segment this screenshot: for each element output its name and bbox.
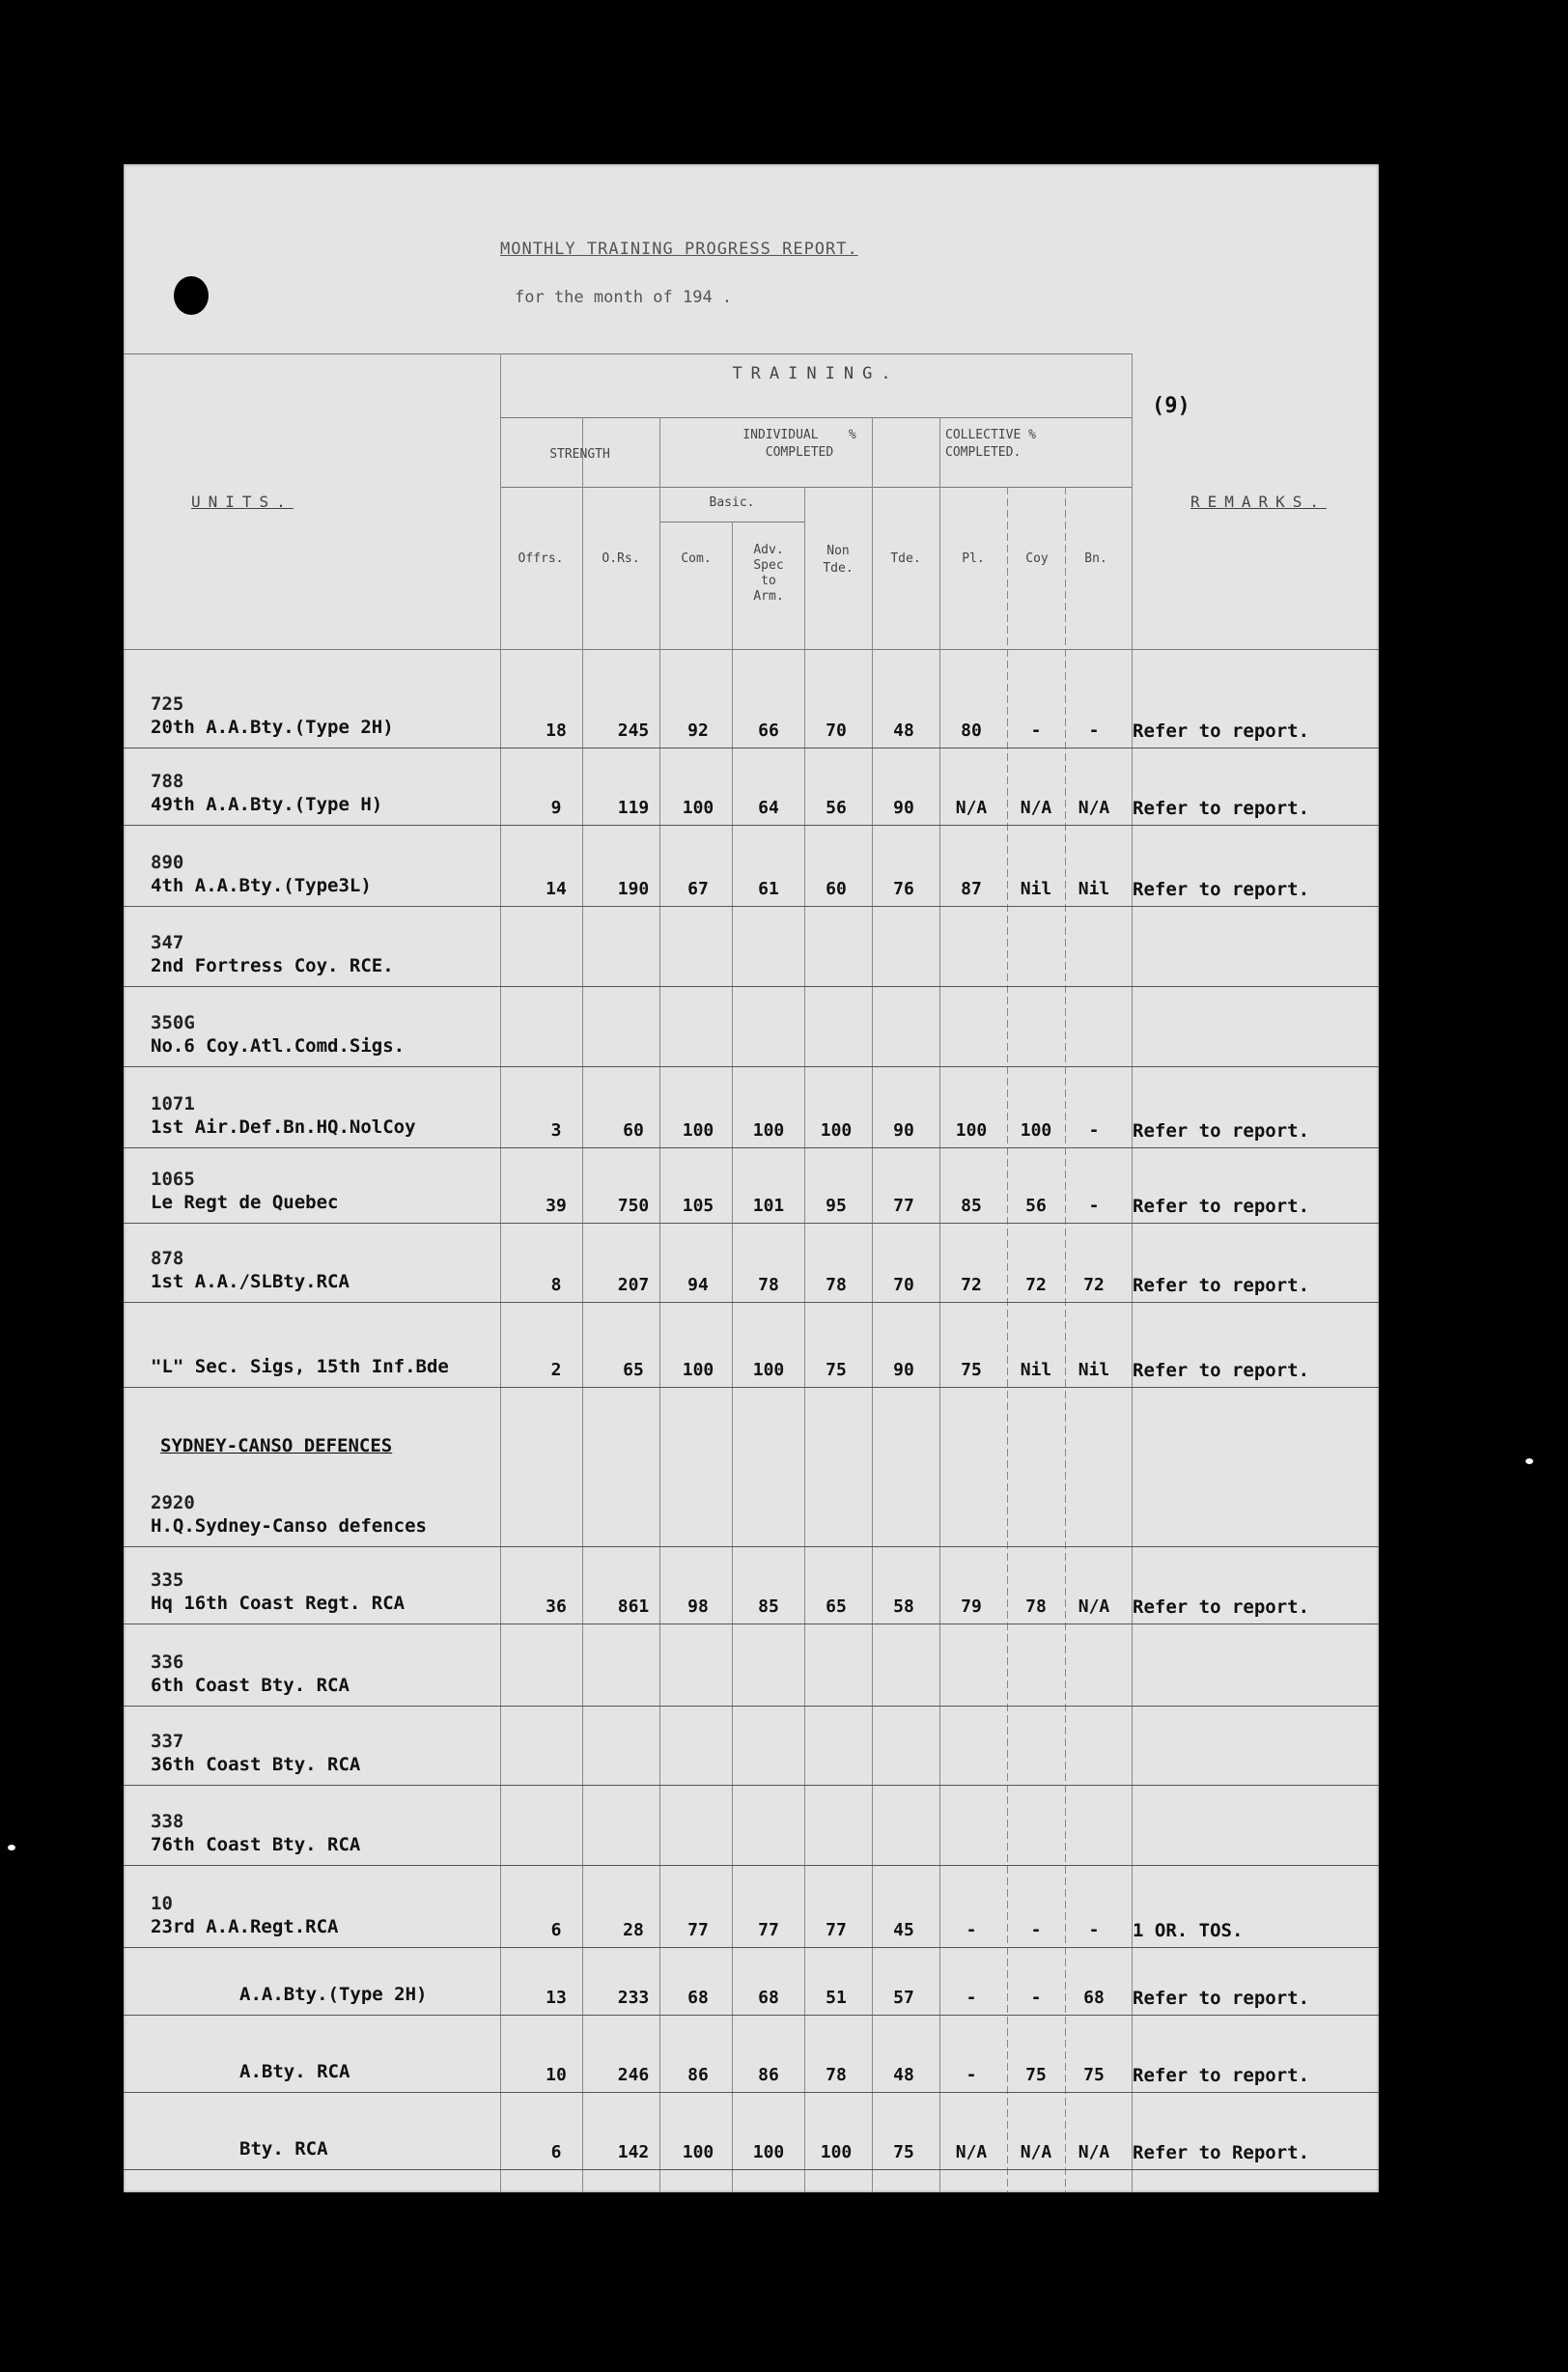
value-cell: 77: [687, 1920, 709, 1940]
row-rule: [124, 1865, 1379, 1866]
row-rule: [124, 2092, 1379, 2093]
value-cell: 119: [617, 798, 650, 818]
value-cell: 142: [617, 2142, 650, 2162]
value-cell: N/A: [1020, 2142, 1052, 2162]
value-cell: N/A: [1078, 798, 1110, 818]
table-row: [124, 1731, 1379, 1808]
value-cell: 6: [550, 1920, 562, 1940]
remarks-header: REMARKS.: [1190, 493, 1328, 511]
value-cell: 190: [617, 879, 650, 899]
unit-name: 6th Coast Bty. RCA: [151, 1675, 350, 1696]
subheader-rule: [500, 487, 1132, 488]
value-cell: N/A: [955, 798, 988, 818]
value-cell: 100: [682, 1360, 714, 1380]
value-cell: 58: [893, 1596, 914, 1617]
punch-hole: [174, 276, 209, 315]
value-cell: 100: [820, 2142, 853, 2162]
value-cell: 13: [546, 1988, 567, 2008]
value-cell: 9: [550, 798, 562, 818]
value-cell: 65: [826, 1596, 847, 1617]
unit-name: 76th Coast Bty. RCA: [151, 1834, 361, 1855]
value-cell: 90: [893, 1360, 914, 1380]
col-header-ors: O.Rs.: [602, 551, 640, 566]
value-cell: 60: [826, 879, 847, 899]
col-header-tde: Tde.: [890, 551, 921, 566]
value-cell: -: [1030, 1920, 1042, 1940]
value-cell: 60: [623, 1120, 644, 1141]
value-cell: 78: [758, 1275, 779, 1295]
unit-name: "L" Sec. Sigs, 15th Inf.Bde: [151, 1356, 449, 1377]
row-rule: [124, 1223, 1379, 1224]
value-cell: -: [1088, 720, 1100, 741]
document-page: [124, 164, 1379, 2192]
unit-name: H.Q.Sydney-Canso defences: [151, 1515, 427, 1537]
remark-cell: Refer to report.: [1133, 798, 1310, 819]
value-cell: 68: [758, 1988, 779, 2008]
value-cell: 10: [546, 2065, 567, 2085]
value-cell: N/A: [955, 2142, 988, 2162]
value-cell: 70: [826, 720, 847, 741]
row-rule: [124, 906, 1379, 907]
table-row: [124, 1492, 1379, 1569]
value-cell: -: [966, 1988, 977, 2008]
table-row: [124, 1012, 1379, 1089]
col-header-bn: Bn.: [1084, 551, 1107, 566]
unit-code: 2920: [151, 1492, 195, 1513]
value-cell: 101: [752, 1196, 785, 1216]
remark-cell: Refer to report.: [1133, 1196, 1310, 1217]
col-header-non-tde: Non Tde.: [823, 544, 854, 576]
unit-name: 20th A.A.Bty.(Type 2H): [151, 717, 394, 738]
value-cell: 90: [893, 798, 914, 818]
value-cell: 77: [826, 1920, 847, 1940]
unit-name: 36th Coast Bty. RCA: [151, 1754, 361, 1775]
value-cell: 6: [550, 2142, 562, 2162]
value-cell: 85: [758, 1596, 779, 1617]
value-cell: 750: [617, 1196, 650, 1216]
unit-code: 788: [151, 771, 184, 792]
value-cell: 3: [550, 1120, 562, 1141]
unit-code: 1071: [151, 1093, 195, 1115]
value-cell: -: [966, 2065, 977, 2085]
table-row: [124, 1811, 1379, 1888]
value-cell: 36: [546, 1596, 567, 1617]
value-cell: Nil: [1020, 1360, 1052, 1380]
value-cell: 100: [820, 1120, 853, 1141]
value-cell: 56: [1025, 1196, 1047, 1216]
unit-name: Hq 16th Coast Regt. RCA: [151, 1593, 406, 1614]
value-cell: 78: [826, 1275, 847, 1295]
row-rule: [124, 1947, 1379, 1948]
value-cell: 14: [546, 879, 567, 899]
value-cell: 100: [752, 2142, 785, 2162]
table-row: [124, 1652, 1379, 1729]
value-cell: 207: [617, 1275, 650, 1295]
value-cell: Nil: [1020, 879, 1052, 899]
col-header-coy: Coy: [1025, 551, 1049, 566]
unit-code: 337: [151, 1731, 184, 1752]
row-rule: [124, 1387, 1379, 1388]
unit-code: 338: [151, 1811, 184, 1832]
unit-code: 347: [151, 932, 184, 953]
value-cell: 75: [961, 1360, 982, 1380]
unit-code: 336: [151, 1652, 184, 1673]
value-cell: 75: [1083, 2065, 1105, 2085]
value-cell: 68: [1083, 1988, 1105, 2008]
training-rule: [500, 417, 1132, 418]
value-cell: -: [966, 1920, 977, 1940]
remark-cell: Refer to report.: [1133, 2065, 1310, 2086]
remark-cell: Refer to report.: [1133, 1360, 1310, 1381]
value-cell: 8: [550, 1275, 562, 1295]
table-row: [124, 1961, 1379, 2038]
remark-cell: Refer to Report.: [1133, 2142, 1310, 2163]
col-header-offrs: Offrs.: [518, 551, 564, 566]
speck: [8, 1845, 15, 1850]
remark-cell: Refer to report.: [1133, 1988, 1310, 2009]
remark-cell: Refer to report.: [1133, 1120, 1310, 1142]
value-cell: -: [1088, 1920, 1100, 1940]
row-rule: [124, 1302, 1379, 1303]
unit-name: 1st Air.Def.Bn.HQ.NolCoy: [151, 1116, 416, 1138]
value-cell: 48: [893, 720, 914, 741]
value-cell: 90: [893, 1120, 914, 1141]
table-row: [124, 1093, 1379, 1171]
value-cell: 79: [961, 1596, 982, 1617]
value-cell: N/A: [1020, 798, 1052, 818]
value-cell: 39: [546, 1196, 567, 1216]
unit-name: Le Regt de Quebec: [151, 1192, 339, 1213]
value-cell: 65: [623, 1360, 644, 1380]
unit-name: 2nd Fortress Coy. RCE.: [151, 955, 394, 976]
header-top-rule: [124, 353, 1132, 354]
unit-name: Bty. RCA: [239, 2138, 328, 2160]
row-rule: [124, 1066, 1379, 1067]
value-cell: 76: [893, 879, 914, 899]
unit-code: 335: [151, 1569, 184, 1591]
individual-header: INDIVIDUAL % COMPLETED: [742, 428, 856, 460]
value-cell: 78: [826, 2065, 847, 2085]
remark-cell: Refer to report.: [1133, 1596, 1310, 1618]
value-cell: -: [1088, 1120, 1100, 1141]
value-cell: 75: [893, 2142, 914, 2162]
table-row: [124, 1893, 1379, 1970]
row-rule: [124, 1147, 1379, 1148]
value-cell: -: [1088, 1196, 1100, 1216]
table-row: [124, 1248, 1379, 1325]
value-cell: 77: [893, 1196, 914, 1216]
value-cell: 78: [1025, 1596, 1047, 1617]
value-cell: Nil: [1078, 1360, 1110, 1380]
header-bottom-rule: [124, 649, 1379, 650]
value-cell: 56: [826, 798, 847, 818]
value-cell: 105: [682, 1196, 714, 1216]
unit-name: A.Bty. RCA: [239, 2061, 350, 2082]
value-cell: 72: [1083, 1275, 1105, 1295]
table-row: [124, 771, 1379, 848]
value-cell: 72: [1025, 1275, 1047, 1295]
table-row: [124, 2038, 1379, 2115]
unit-code: 878: [151, 1248, 184, 1269]
value-cell: 87: [961, 879, 982, 899]
table-row: [124, 932, 1379, 1009]
value-cell: 98: [687, 1596, 709, 1617]
col-header-adv: Adv. Spec to Arm.: [753, 543, 784, 604]
value-cell: 18: [546, 720, 567, 741]
units-header: UNITS.: [191, 493, 294, 511]
remark-cell: Refer to report.: [1133, 720, 1310, 742]
value-cell: 86: [758, 2065, 779, 2085]
value-cell: 61: [758, 879, 779, 899]
value-cell: 2: [550, 1360, 562, 1380]
value-cell: Nil: [1078, 879, 1110, 899]
section-label: SYDNEY-CANSO DEFENCES: [160, 1435, 393, 1456]
value-cell: 51: [826, 1988, 847, 2008]
unit-code: 725: [151, 693, 184, 715]
value-cell: 245: [617, 720, 650, 741]
unit-name: 23rd A.A.Regt.RCA: [151, 1916, 339, 1937]
row-rule: [124, 2169, 1379, 2170]
remark-cell: Refer to report.: [1133, 879, 1310, 900]
table-row: [124, 1569, 1379, 1647]
collective-header: COLLECTIVE % COMPLETED.: [945, 428, 1036, 460]
value-cell: 100: [1020, 1120, 1052, 1141]
row-rule: [124, 825, 1379, 826]
value-cell: 92: [687, 720, 709, 741]
value-cell: 85: [961, 1196, 982, 1216]
value-cell: 100: [752, 1360, 785, 1380]
value-cell: 100: [955, 1120, 988, 1141]
table-row: [124, 1169, 1379, 1246]
value-cell: 233: [617, 1988, 650, 2008]
unit-code: 890: [151, 852, 184, 873]
value-cell: 95: [826, 1196, 847, 1216]
unit-name: 49th A.A.Bty.(Type H): [151, 794, 383, 815]
value-cell: 94: [687, 1275, 709, 1295]
row-rule: [124, 1546, 1379, 1547]
value-cell: -: [1030, 720, 1042, 741]
row-rule: [124, 1706, 1379, 1707]
remark-cell: Refer to report.: [1133, 1275, 1310, 1296]
value-cell: 45: [893, 1920, 914, 1940]
value-cell: 77: [758, 1920, 779, 1940]
value-cell: 57: [893, 1988, 914, 2008]
table-row: [124, 852, 1379, 929]
value-cell: 28: [623, 1920, 644, 1940]
value-cell: 70: [893, 1275, 914, 1295]
value-cell: 67: [687, 879, 709, 899]
value-cell: 75: [1025, 2065, 1047, 2085]
row-rule: [124, 2015, 1379, 2016]
unit-name: A.A.Bty.(Type 2H): [239, 1984, 428, 2005]
table-row: [124, 2115, 1379, 2192]
unit-name: 4th A.A.Bty.(Type3L): [151, 875, 372, 896]
page-number: (9): [1152, 394, 1190, 418]
value-cell: 75: [826, 1360, 847, 1380]
row-rule: [124, 1785, 1379, 1786]
row-rule: [124, 986, 1379, 987]
value-cell: 861: [617, 1596, 650, 1617]
training-header: TRAINING.: [732, 364, 900, 383]
unit-name: No.6 Coy.Atl.Comd.Sigs.: [151, 1035, 406, 1057]
value-cell: 100: [682, 798, 714, 818]
document-title: MONTHLY TRAINING PROGRESS REPORT.: [500, 240, 858, 259]
document-subtitle: for the month of 194 .: [515, 288, 733, 307]
table-row: [124, 693, 1379, 771]
col-header-com: Com.: [681, 551, 712, 566]
col-header-pl: Pl.: [962, 551, 985, 566]
value-cell: 68: [687, 1988, 709, 2008]
value-cell: 246: [617, 2065, 650, 2085]
unit-code: 10: [151, 1893, 173, 1914]
value-cell: 80: [961, 720, 982, 741]
value-cell: 100: [752, 1120, 785, 1141]
speck: [1526, 1458, 1533, 1464]
basic-header: Basic.: [709, 495, 755, 510]
value-cell: N/A: [1078, 2142, 1110, 2162]
unit-code: 1065: [151, 1169, 195, 1190]
unit-name: 1st A.A./SLBty.RCA: [151, 1271, 350, 1292]
value-cell: 72: [961, 1275, 982, 1295]
value-cell: 86: [687, 2065, 709, 2085]
value-cell: 100: [682, 2142, 714, 2162]
unit-code: 350G: [151, 1012, 195, 1033]
remark-cell: 1 OR. TOS.: [1133, 1920, 1244, 1941]
value-cell: N/A: [1078, 1596, 1110, 1617]
value-cell: 64: [758, 798, 779, 818]
table-row: [124, 1333, 1379, 1410]
value-cell: 48: [893, 2065, 914, 2085]
strength-header: STRENGTH: [549, 447, 610, 462]
value-cell: -: [1030, 1988, 1042, 2008]
value-cell: 66: [758, 720, 779, 741]
value-cell: 100: [682, 1120, 714, 1141]
